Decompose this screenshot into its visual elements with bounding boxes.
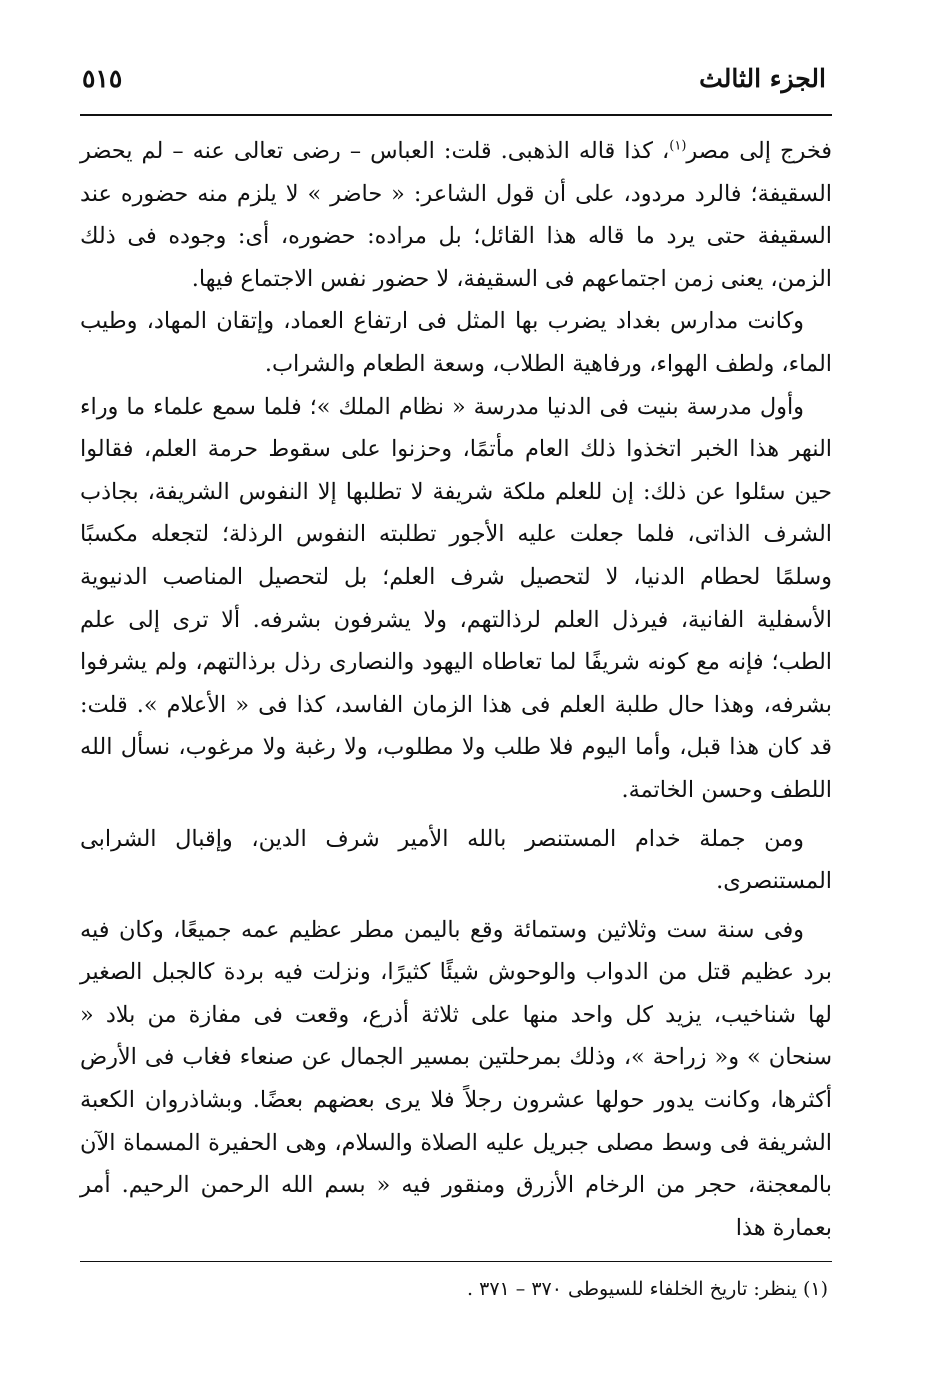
footnote-reference-mark: (١) [669,138,687,154]
paragraph-2: وكانت مدارس بغداد يضرب بها المثل فى ارتفاع العماد، وإتقان المهاد، وطيب الماء، ولطف الهواء، ورفاهية الطلاب، وسعة الطعام والشراب. [80,308,832,377]
running-header [80,56,832,116]
body-text [80,130,832,1249]
paragraph-3: وأول مدرسة بنيت فى الدنيا مدرسة « نظام الملك »؛ فلما سمع علماء ما وراء النهر هذا الخبر اتخذوا ذلك العام مأتمًا، وحزنوا على سقوط حرمة العلم، فقالوا حين سئلوا عن ذلك: إن للعلم ملكة شريفة لا تطلبها إلا النفوس الشريفة، بجاذب الشرف الذاتى، فلما جعلت عليه الأجور تطلبته النفوس الرذلة؛ لتجعله مكسبًا وسلمًا لحطام الدنيا، لا لتحصيل شرف العلم؛ بل لتحصيل المناصب الدنيوية الأسفلية الفانية، فيرذل العلم لرذالتهم، ولا يشرفون بشرفه. ألا ترى إلى علم الطب؛ فإنه مع كونه شريفًا لما تعاطاه اليهود والنصارى رذل برذالتهم، ولم يشرفوا بشرفه، وهذا حال طلبة العلم فى هذا الزمان الفاسد، كذا فى « الأعلام ». قلت: قد كان هذا قبل، وأما اليوم فلا طلب ولا مطلوب، ولا رغبة ولا مرغوب، نسأل الله اللطف وحسن الخاتمة. [80,393,832,803]
book-page [80,56,832,1304]
paragraph-5: وفى سنة ست وثلاثين وستمائة وقع باليمن مطر عظيم عمه جميعًا، وكان فيه برد عظيم قتل من الدواب والوحوش شيئًا كثيرًا، ونزلت فيه بردة كالجبل الصغير لها شناخيب، يزيد كل واحد منها على ثلاثة أذرع، وقعت فى مفازة من بلاد « سنحان » و« زراحة »، وذلك بمرحلتين بمسير الجمال عن صنعاء فغاب فى الأرض أكثرها، وكانت يدور حولها عشرون رجلاً فلا يرى بعضهم بعضًا. وبشاذروان الكعبة الشريفة فى وسط مصلى جبريل عليه الصلاة والسلام، وهى الحفيرة المسماة الآن بالمعجنة، حجر من الرخام الأزرق ومنقور فيه « بسم الله الرحمن الرحيم. أمر بعمارة هذا [80,916,832,1241]
paragraph-1-text-rest: ، كذا قاله الذهبى. قلت: العباس – رضى تعالى عنه – لم يحضر السقيفة؛ فالرد مردود، على أن قول الشاعر: « حاضر » لا يلزم منه حضوره عند السقيفة حتى يرد ما قاله هذا القائل؛ بل مراده: حضوره، أى: وجوده فى ذلك الزمن، يعنى زمن اجتماعهم فى السقيفة، لا حضور نفس الاجتماع فيها. [80,138,832,292]
footnote: (١) ينظر: تاريخ الخلفاء للسيوطى ٣٧٠ – ٣٧١ . [467,1278,828,1301]
paragraph-1 [80,130,832,300]
paragraph-4: ومن جملة خدام المستنصر بالله الأمير شرف الدين، وإقبال الشرابى المستنصرى. [80,825,832,895]
footnote-divider [80,1261,832,1262]
page-number: ٥١٥ [82,64,123,93]
paragraph-1-text-start: فخرج إلى مصر [686,138,833,164]
running-head-title: الجزء الثالث [699,64,826,93]
